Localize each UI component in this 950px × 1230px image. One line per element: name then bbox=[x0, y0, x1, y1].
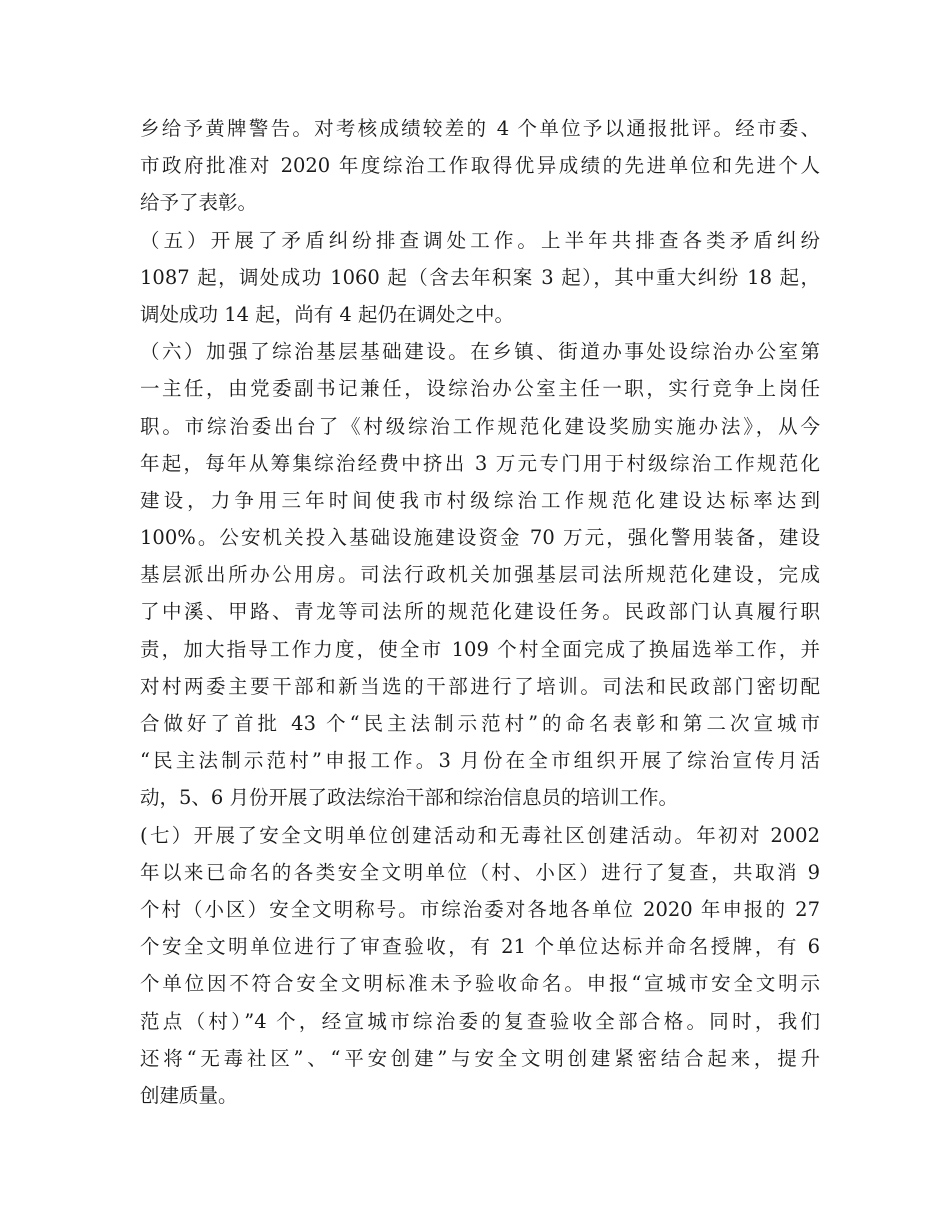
text-line: 给予了表彰。 bbox=[140, 191, 258, 215]
text-line: 1087 起，调处成功 1060 起（含去年积案 3 起），其中重大纠纷 18 起， bbox=[140, 265, 820, 289]
text-line: 100%。公安机关投入基础设施建设资金 70 万元，强化警用装备，建设 bbox=[140, 526, 820, 550]
text-line: 个村（小区）安全文明称号。市综治委对各地各单位 2020 年申报的 27 bbox=[140, 897, 820, 921]
text-line: （六）加强了综治基层基础建设。在乡镇、街道办事处设综治办公室第 bbox=[140, 340, 820, 364]
text-line: 了中溪、甲路、青龙等司法所的规范化建设任务。民政部门认真履行职 bbox=[140, 600, 820, 624]
text-line: （五）开展了矛盾纠纷排查调处工作。上半年共排查各类矛盾纠纷 bbox=[140, 228, 820, 252]
text-line: 个安全文明单位进行了审查验收，有 21 个单位达标并命名授牌，有 6 bbox=[140, 935, 820, 959]
body-text bbox=[140, 110, 820, 1114]
text-line: 个单位因不符合安全文明标准未予验收命名。申报“宣城市安全文明示 bbox=[140, 972, 820, 996]
text-line: 市政府批准对 2020 年度综治工作取得优异成绩的先进单位和先进个人 bbox=[140, 154, 820, 178]
text-line: 年起，每年从筹集综治经费中挤出 3 万元专门用于村级综治工作规范化 bbox=[140, 451, 820, 475]
text-line: 还将“无毒社区”、“平安创建”与安全文明创建紧密结合起来，提升 bbox=[140, 1046, 820, 1070]
text-line: 乡给予黄牌警告。对考核成绩较差的 4 个单位予以通报批评。经市委、 bbox=[140, 117, 820, 140]
text-line: 合做好了首批 43 个“民主法制示范村”的命名表彰和第二次宣城市 bbox=[140, 712, 820, 735]
text-line: 责，加大指导工作力度，使全市 109 个村全面完成了换届选举工作，并 bbox=[140, 637, 820, 661]
text-line: 范点（村）”4 个，经宣城市综治委的复查验收全部合格。同时，我们 bbox=[140, 1009, 820, 1033]
text-line: 创建质量。 bbox=[140, 1083, 238, 1107]
text-line: 一主任，由党委副书记兼任，设综治办公室主任一职，实行竞争上岗任 bbox=[140, 377, 820, 401]
text-line: 基层派出所办公用房。司法行政机关加强基层司法所规范化建设，完成 bbox=[140, 563, 820, 587]
text-line: “民主法制示范村”申报工作。3 月份在全市组织开展了综治宣传月活 bbox=[140, 749, 820, 773]
text-line: 职。市综治委出台了《村级综治工作规范化建设奖励实施办法》，从今 bbox=[140, 414, 820, 438]
text-line: 动，5、6 月份开展了政法综治干部和综治信息员的培训工作。 bbox=[140, 786, 679, 810]
text-line: 调处成功 14 起，尚有 4 起仍在调处之中。 bbox=[140, 302, 515, 326]
text-line: 年以来已命名的各类安全文明单位（村、小区）进行了复查，共取消 9 bbox=[140, 860, 820, 884]
text-line: 建设，力争用三年时间使我市村级综治工作规范化建设达标率达到 bbox=[140, 488, 820, 512]
text-line: (七）开展了安全文明单位创建活动和无毒社区创建活动。年初对 2002 bbox=[140, 823, 820, 847]
text-line: 对村两委主要干部和新当选的干部进行了培训。司法和民政部门密切配 bbox=[140, 674, 820, 698]
